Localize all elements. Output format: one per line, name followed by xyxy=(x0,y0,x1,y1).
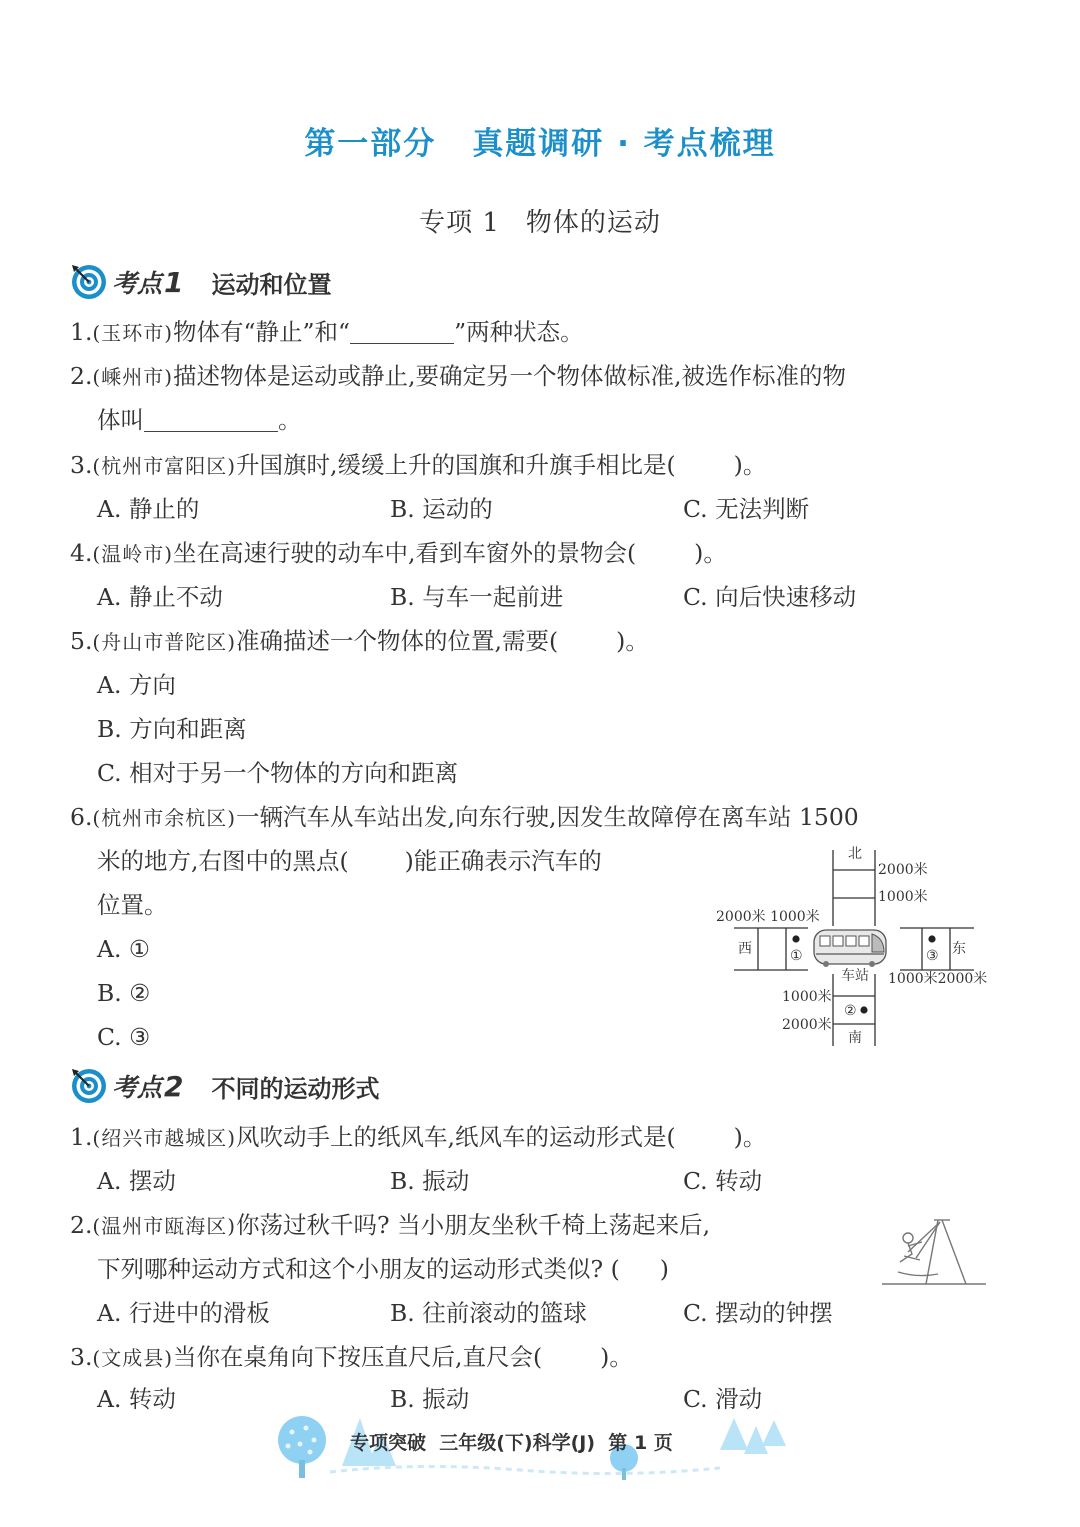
answer-blank[interactable] xyxy=(350,319,454,344)
option-b[interactable]: B. 与车一起前进 xyxy=(390,583,564,611)
question-text-end: ) xyxy=(659,1255,669,1283)
page-title xyxy=(0,118,1080,163)
north-1000-label: 1000米 xyxy=(878,889,928,905)
south-2000-label: 2000米 xyxy=(782,1017,832,1033)
west-label: 西 xyxy=(738,941,752,957)
question-text: 体叫 xyxy=(97,406,144,434)
page-number: 1 xyxy=(633,1432,648,1454)
question-1-6 xyxy=(70,802,859,833)
option-a[interactable]: A. 静止不动 xyxy=(97,583,223,611)
question-1-2-cont xyxy=(97,405,302,435)
question-source: (绍兴市越城区) xyxy=(92,1126,237,1150)
question-number: 2. xyxy=(70,362,93,390)
question-1-1 xyxy=(70,317,584,348)
question-number: 2. xyxy=(70,1211,93,1239)
kaodian-number: 2 xyxy=(164,1069,184,1103)
footer-caption xyxy=(350,1428,673,1455)
marker-2: ② xyxy=(844,1003,857,1019)
option-c[interactable]: C. 摆动的钟摆 xyxy=(683,1299,833,1327)
south-label: 南 xyxy=(848,1030,862,1046)
part-label: 第一部分 xyxy=(304,126,437,162)
question-text: 描述物体是运动或静止,要确定另一个物体做标准,被选作标准的物 xyxy=(173,362,846,390)
question-1-2 xyxy=(70,361,846,392)
question-2-1 xyxy=(70,1122,766,1153)
option-b[interactable]: B. 振动 xyxy=(390,1385,470,1413)
answer-blank[interactable] xyxy=(144,407,278,432)
option-c[interactable]: C. 转动 xyxy=(683,1167,763,1195)
question-text-end: )。 xyxy=(694,539,727,567)
question-text: 物体有“静止”和“ xyxy=(173,318,351,346)
question-text: 升国旗时,缓缓上升的国旗和升旗手相比是( xyxy=(236,451,676,479)
question-number: 1. xyxy=(70,1123,93,1151)
option-b[interactable]: B. 振动 xyxy=(390,1167,470,1195)
question-number: 3. xyxy=(70,1343,93,1371)
kaodian-number: 1 xyxy=(164,265,184,299)
question-text: 当你在桌角向下按压直尺后,直尺会( xyxy=(173,1343,543,1371)
question-1-5 xyxy=(70,626,649,657)
question-number: 1. xyxy=(70,318,93,346)
question-text-end: ”两种状态。 xyxy=(454,318,584,346)
question-text: 坐在高速行驶的动车中,看到车窗外的景物会( xyxy=(173,539,637,567)
question-2-2 xyxy=(70,1210,710,1241)
question-text-end: 。 xyxy=(278,406,302,434)
question-source: (嵊州市) xyxy=(92,365,174,389)
option-a[interactable]: A. 方向 xyxy=(97,671,176,699)
kaodian-2-heading xyxy=(70,1066,380,1106)
question-text-end: )。 xyxy=(733,1123,767,1151)
question-number: 3. xyxy=(70,451,93,479)
question-source: (文成县) xyxy=(92,1346,174,1370)
option-b[interactable]: B. 往前滚动的篮球 xyxy=(390,1299,587,1327)
station-label: 车站 xyxy=(841,968,869,984)
question-text-end: )。 xyxy=(600,1343,633,1371)
option-b[interactable]: B. ② xyxy=(97,979,151,1007)
position-diagram xyxy=(712,842,1002,1052)
target-icon xyxy=(70,263,108,301)
south-1000-label: 1000米 xyxy=(782,989,832,1005)
question-source: (温州市瓯海区) xyxy=(92,1214,237,1238)
question-2-2-cont xyxy=(97,1254,669,1284)
question-text-end: )。 xyxy=(733,451,767,479)
title-label: 真题调研 · 考点梳理 xyxy=(472,126,776,162)
option-c[interactable]: C. 滑动 xyxy=(683,1385,763,1413)
series-name: 专项突破 xyxy=(350,1432,427,1454)
question-source: (杭州市富阳区) xyxy=(92,454,237,478)
question-text-end: )。 xyxy=(616,627,649,655)
east-label: 东 xyxy=(952,941,966,957)
option-c[interactable]: C. 无法判断 xyxy=(683,495,810,523)
question-text: 米的地方,右图中的黑点( xyxy=(97,847,349,875)
topic-number: 专项 1 xyxy=(419,208,500,238)
question-text-end: )能正确表示汽车的 xyxy=(404,847,602,875)
question-1-4 xyxy=(70,538,727,569)
question-source: (玉环市) xyxy=(92,321,174,345)
target-icon xyxy=(70,1067,108,1105)
option-c[interactable]: C. ③ xyxy=(97,1023,151,1051)
question-number: 6. xyxy=(70,803,93,831)
topic-subtitle xyxy=(0,202,1080,239)
option-a[interactable]: A. 转动 xyxy=(97,1385,176,1413)
question-source: (杭州市余杭区) xyxy=(92,806,237,830)
north-2000-label: 2000米 xyxy=(878,862,928,878)
option-b[interactable]: B. 方向和距离 xyxy=(97,715,247,743)
option-b[interactable]: B. 运动的 xyxy=(390,495,493,523)
page-prefix: 第 xyxy=(608,1432,628,1454)
topic-name: 物体的运动 xyxy=(525,208,661,238)
marker-1: ① xyxy=(790,948,803,964)
option-a[interactable]: A. 静止的 xyxy=(97,495,200,523)
kaodian-label: 考点 xyxy=(112,1073,163,1102)
question-text: 你荡过秋千吗? 当小朋友坐秋千椅上荡起来后, xyxy=(236,1211,711,1239)
car-dot-1 xyxy=(792,935,799,942)
car-dot-3 xyxy=(928,935,935,942)
kaodian-title: 不同的运动形式 xyxy=(211,1074,380,1103)
kaodian-label: 考点 xyxy=(112,269,163,298)
book-name: 三年级(下)科学(J) xyxy=(439,1432,596,1454)
question-text: 准确描述一个物体的位置,需要( xyxy=(236,627,559,655)
kaodian-1-heading xyxy=(70,262,332,302)
question-1-6-cont xyxy=(97,846,602,876)
option-a[interactable]: A. 行进中的滑板 xyxy=(97,1299,270,1327)
option-a[interactable]: A. 摆动 xyxy=(97,1167,176,1195)
train-icon xyxy=(814,930,886,967)
question-1-3 xyxy=(70,450,766,481)
option-c[interactable]: C. 相对于另一个物体的方向和距离 xyxy=(97,759,459,787)
west-distance-label: 2000米 1000米 xyxy=(716,909,820,925)
swing-illustration xyxy=(878,1212,990,1292)
marker-3: ③ xyxy=(926,948,939,964)
question-number: 5. xyxy=(70,627,93,655)
question-text: 下列哪种运动方式和这个小朋友的运动形式类似? ( xyxy=(97,1255,620,1283)
option-c[interactable]: C. 向后快速移动 xyxy=(683,583,857,611)
page-suffix: 页 xyxy=(653,1432,673,1454)
question-text: 一辆汽车从车站出发,向东行驶,因发生故障停在离车站 1500 xyxy=(236,803,859,831)
east-distance-label: 1000米2000米 xyxy=(888,971,988,987)
question-2-3 xyxy=(70,1342,633,1373)
question-number: 4. xyxy=(70,539,93,567)
question-text: 风吹动手上的纸风车,纸风车的运动形式是( xyxy=(236,1123,676,1151)
option-a[interactable]: A. ① xyxy=(97,935,150,963)
kaodian-title: 运动和位置 xyxy=(211,270,332,299)
north-label: 北 xyxy=(848,846,862,862)
question-1-6-cont2: 位置。 xyxy=(97,891,168,919)
question-source: (温岭市) xyxy=(92,542,174,566)
car-dot-2 xyxy=(860,1006,867,1013)
question-source: (舟山市普陀区) xyxy=(92,630,237,654)
